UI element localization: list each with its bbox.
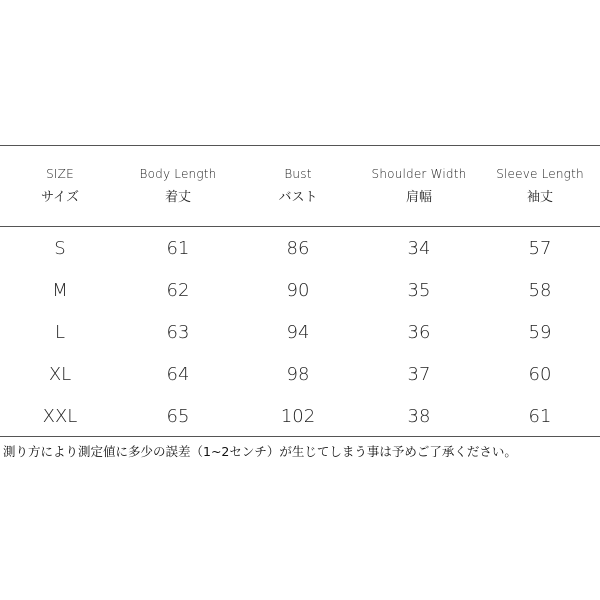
header-body-length bbox=[118, 160, 238, 208]
table-row bbox=[0, 228, 600, 270]
table-body bbox=[0, 228, 600, 438]
body-length-cell: 62 bbox=[166, 280, 190, 301]
sleeve-length-cell: 57 bbox=[528, 238, 552, 259]
header-label-en: Shoulder Width bbox=[371, 167, 467, 181]
sleeve-length-cell: 59 bbox=[528, 322, 552, 343]
body-length-cell: 65 bbox=[166, 406, 190, 427]
size-cell: L bbox=[54, 322, 66, 343]
bust-cell: 90 bbox=[286, 280, 310, 301]
size-cell: XXL bbox=[42, 406, 78, 427]
table-row bbox=[0, 270, 600, 312]
size-cell: S bbox=[54, 238, 66, 259]
sleeve-length-cell: 60 bbox=[528, 364, 552, 385]
header-label-ja: 袖丈 bbox=[526, 190, 553, 205]
table-header-row bbox=[0, 160, 600, 220]
shoulder-width-cell: 37 bbox=[407, 364, 431, 385]
header-label-ja: 着丈 bbox=[164, 190, 191, 205]
shoulder-width-cell: 35 bbox=[407, 280, 431, 301]
table-row bbox=[0, 354, 600, 396]
header-label-en: SIZE bbox=[46, 167, 74, 181]
header-label-ja: サイズ bbox=[41, 190, 79, 205]
size-cell: M bbox=[52, 280, 68, 301]
measurement-note: 測り方により測定値に多少の誤差（1~2センチ）が生じてしまう事は予めご了承ください。 bbox=[3, 444, 517, 459]
header-divider-rule bbox=[0, 226, 600, 227]
shoulder-width-cell: 34 bbox=[407, 238, 431, 259]
sleeve-length-cell: 61 bbox=[528, 406, 552, 427]
header-size bbox=[0, 160, 120, 208]
table-row bbox=[0, 312, 600, 354]
bust-cell: 102 bbox=[280, 406, 316, 427]
header-label-en: Sleeve Length bbox=[496, 167, 584, 181]
table-row bbox=[0, 396, 600, 438]
header-label-en: Bust bbox=[284, 167, 312, 181]
table-top-rule bbox=[0, 145, 600, 146]
size-cell: XL bbox=[48, 364, 72, 385]
header-label-ja: 肩幅 bbox=[405, 190, 432, 205]
shoulder-width-cell: 36 bbox=[407, 322, 431, 343]
header-sleeve-length bbox=[480, 160, 600, 208]
sleeve-length-cell: 58 bbox=[528, 280, 552, 301]
shoulder-width-cell: 38 bbox=[407, 406, 431, 427]
bust-cell: 98 bbox=[286, 364, 310, 385]
header-bust bbox=[238, 160, 358, 208]
header-label-en: Body Length bbox=[139, 167, 217, 181]
table-bottom-rule bbox=[0, 436, 600, 437]
body-length-cell: 64 bbox=[166, 364, 190, 385]
body-length-cell: 63 bbox=[166, 322, 190, 343]
header-label-ja: バスト bbox=[278, 190, 318, 205]
bust-cell: 94 bbox=[286, 322, 310, 343]
body-length-cell: 61 bbox=[166, 238, 190, 259]
header-shoulder-width bbox=[359, 160, 479, 208]
bust-cell: 86 bbox=[286, 238, 310, 259]
